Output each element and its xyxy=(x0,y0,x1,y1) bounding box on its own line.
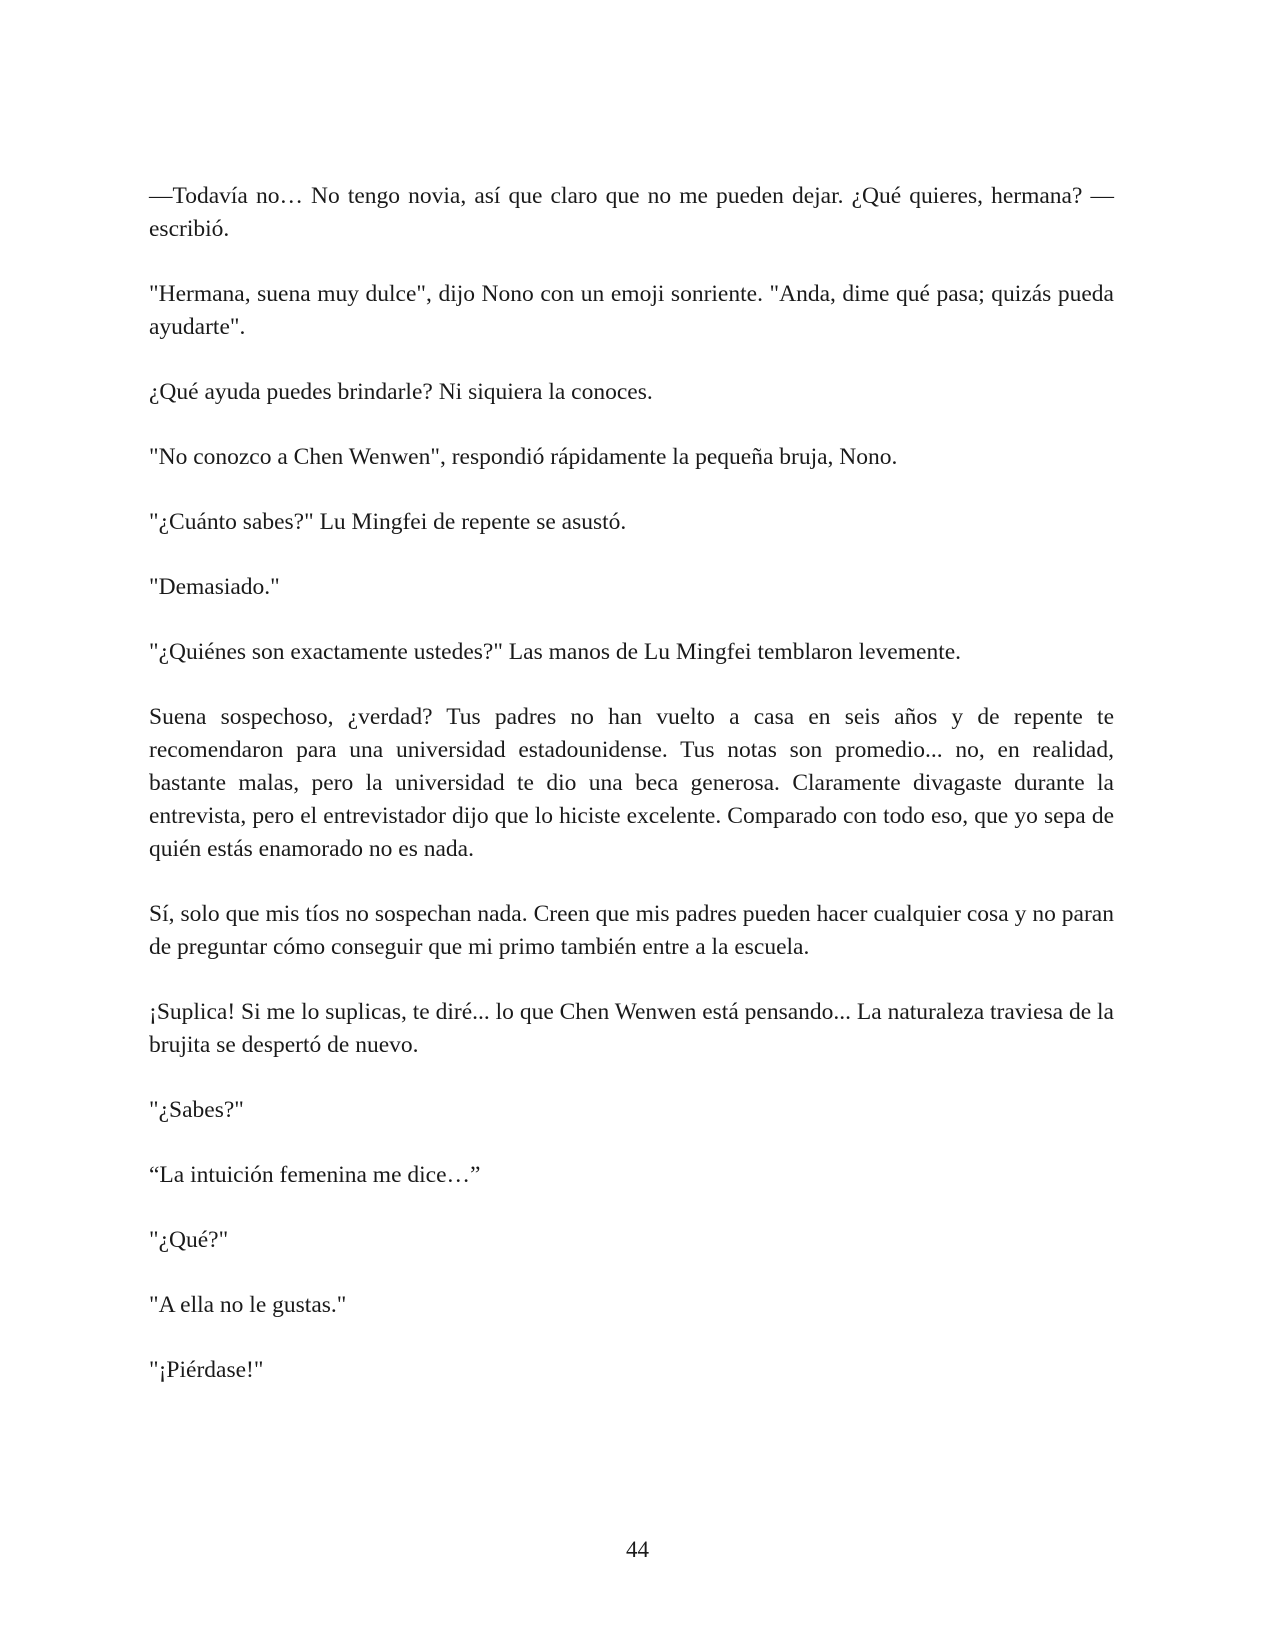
paragraph-4: "No conozco a Chen Wenwen", respondió rápidamente la pequeña bruja, Nono. xyxy=(149,444,898,470)
paragraph-12: “La intuición femenina me dice…” xyxy=(149,1162,481,1188)
paragraph-6: "Demasiado." xyxy=(149,574,280,600)
paragraph-14: "A ella no le gustas." xyxy=(149,1292,347,1318)
paragraph-7: "¿Quiénes son exactamente ustedes?" Las manos de Lu Mingfei temblaron levemente. xyxy=(149,639,962,665)
paragraph-13: "¿Qué?" xyxy=(149,1227,229,1253)
paragraph-5: "¿Cuánto sabes?" Lu Mingfei de repente se asustó. xyxy=(149,509,627,535)
paragraph-15: "¡Piérdase!" xyxy=(149,1357,264,1383)
page-number: 44 xyxy=(626,1537,649,1562)
paragraph-9: Sí, solo que mis tíos no sospechan nada. Creen que mis padres pueden hacer cualquier cosa y no paran de preguntar cómo conseguir que mi primo también entre a la escuela. xyxy=(149,901,1114,960)
body-text xyxy=(149,180,1114,1419)
paragraph-8: Suena sospechoso, ¿verdad? Tus padres no han vuelto a casa en seis años y de repente te recomendaron para una universidad estadounidense. Tus notas son promedio... no, en realidad, bastante malas, pero la universidad te dio una beca generosa. Claramente divagaste durante la entrevista, pero el entrevistador dijo que lo hiciste excelente. Comparado con todo eso, que yo sepa de quién estás enamorado no es nada. xyxy=(149,704,1114,862)
paragraph-1: —Todavía no… No tengo novia, así que claro que no me pueden dejar. ¿Qué quieres, hermana? —escribió. xyxy=(149,183,1114,242)
paragraph-11: "¿Sabes?" xyxy=(149,1097,244,1123)
paragraph-3: ¿Qué ayuda puedes brindarle? Ni siquiera la conoces. xyxy=(149,379,653,405)
paragraph-2: "Hermana, suena muy dulce", dijo Nono con un emoji sonriente. "Anda, dime qué pasa; quizás pueda ayudarte". xyxy=(149,281,1114,340)
paragraph-10: ¡Suplica! Si me lo suplicas, te diré... lo que Chen Wenwen está pensando... La naturaleza traviesa de la brujita se despertó de nuevo. xyxy=(149,999,1114,1058)
